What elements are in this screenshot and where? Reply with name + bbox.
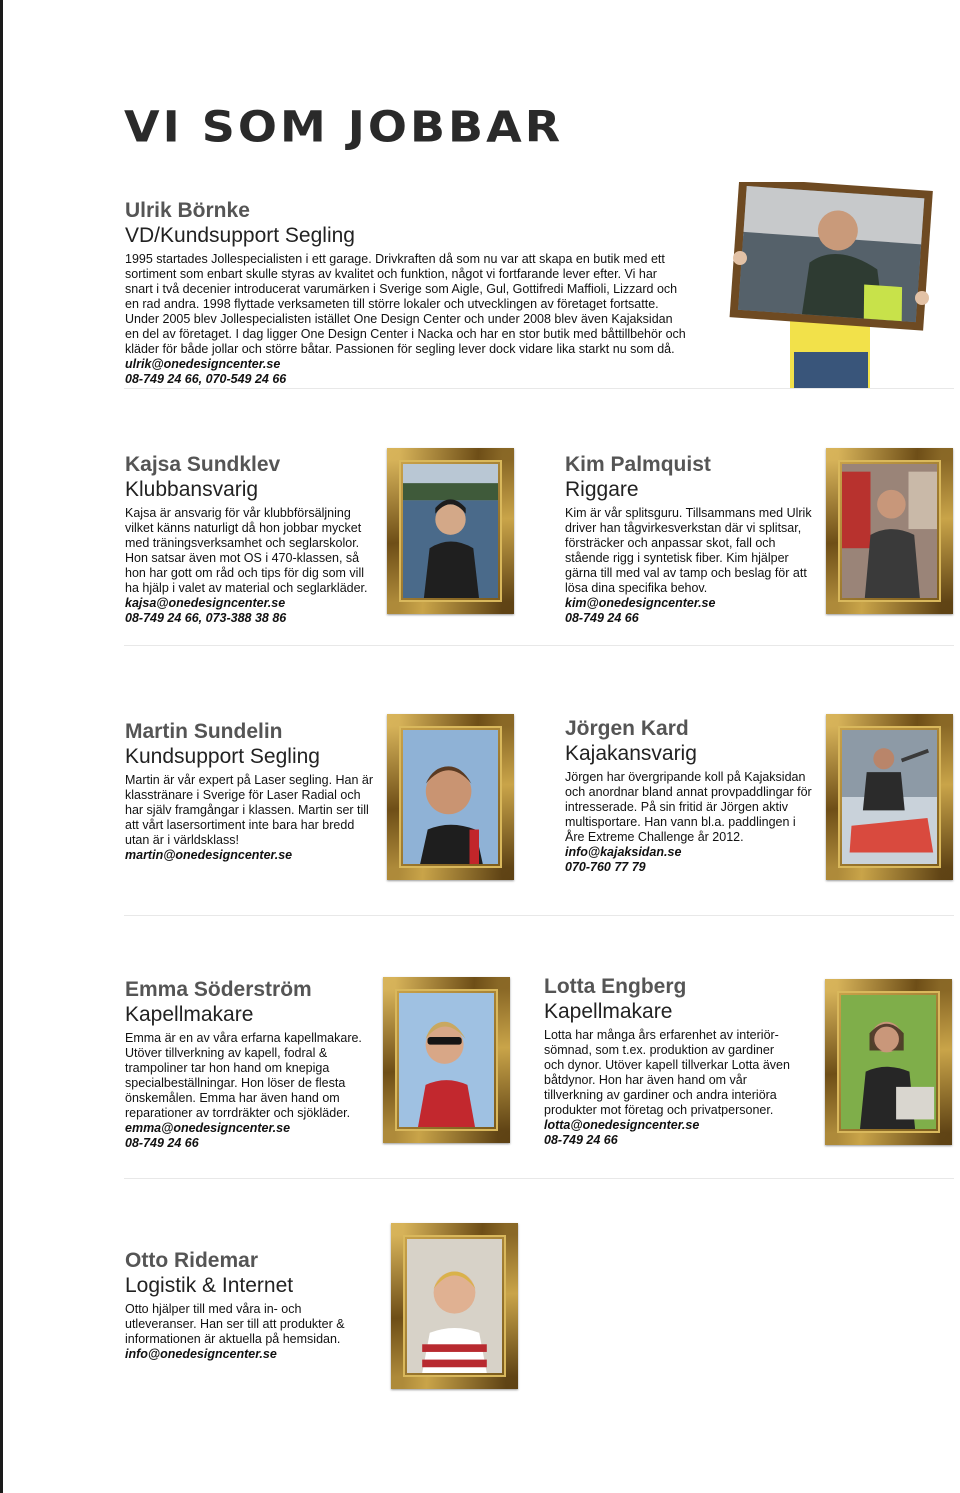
person-name: Ulrik Börnke [125, 199, 250, 222]
bio-line: utan är i världsklass! [125, 833, 239, 847]
email-link[interactable]: lotta@onedesigncenter.se [544, 1118, 700, 1132]
photo-kajsa [387, 448, 514, 614]
person-kajsa [125, 452, 385, 626]
bio-line: klasstränare i Sverige för Laser Radial och [125, 788, 361, 802]
bio-line: att vårt lasersortiment inte bara har bredd [125, 818, 355, 832]
phone-number: 070-760 77 79 [565, 860, 646, 874]
section-divider [124, 645, 954, 646]
bio-line: specialbeställningar. Hon löser de flesta [125, 1076, 346, 1090]
phone-number: 08-749 24 66 [544, 1133, 618, 1147]
bio-line: försträcker och anpassar skot, fall och [565, 536, 776, 550]
email-link[interactable]: info@kajaksidan.se [565, 845, 682, 859]
bio-line: Lotta har många års erfarenhet av interiör- [544, 1028, 779, 1042]
person-role: Kapellmakare [125, 1003, 254, 1026]
bio-line: intresserade. På sin fritid är Jörgen aktiv [565, 800, 789, 814]
bio-line: sömnad, som t.ex. produktion av gardiner [544, 1043, 774, 1057]
portrait-photo [399, 993, 494, 1127]
email-link[interactable]: kajsa@onedesigncenter.se [125, 596, 286, 610]
email-link[interactable]: ulrik@onedesigncenter.se [125, 357, 281, 371]
bio-line: produkter mot företag och privatpersoner. [544, 1103, 774, 1117]
person-role: VD/Kundsupport Segling [125, 224, 355, 247]
bio-line: ha hjälp i valet av material och seglarkläder. [125, 581, 368, 595]
bio-line: Emma är en av våra erfarna kapellmakare. [125, 1031, 362, 1045]
bio-line: en del av företaget. I dag ligger One Design Center i Nacka och har en stor butik med båttillbehör och [125, 327, 686, 341]
bio-line: lösa dina specifika behov. [565, 581, 708, 595]
bio-line: vilket känns naturligt då hon jobbar mycket [125, 521, 362, 535]
bio-line: informationen är aktuella på hemsidan. [125, 1332, 341, 1346]
photo-martin [387, 714, 514, 880]
bio-line: och anordnar bland annat provpaddlingar för [565, 785, 812, 799]
bio-line: kläder för både jollar och större båtar. Passionen för segling lever dock vidare lika starkt nu som då. [125, 342, 675, 356]
portrait-photo [403, 464, 498, 598]
bio-line: Hon satsar även mot OS i 470-klassen, så [125, 551, 360, 565]
person-name: Kajsa Sundklev [125, 453, 281, 476]
photo-otto [391, 1223, 518, 1389]
photo-lotta [825, 979, 952, 1145]
bio-line: hon har gott om råd och tips för dig som vill [125, 566, 365, 580]
email-link[interactable]: kim@onedesigncenter.se [565, 596, 716, 610]
person-jorgen [565, 716, 825, 875]
bio-line: Martin är vår expert på Laser segling. Han är [125, 773, 374, 787]
person-role: Kajakansvarig [565, 742, 697, 765]
person-role: Kundsupport Segling [125, 745, 320, 768]
bio-line: gärna till med val av tamp och beslag för att [565, 566, 807, 580]
bio-line: reparationer av torrdräkter och sjökläder. [125, 1106, 351, 1120]
photo-kim [826, 448, 953, 614]
section-divider [124, 1178, 954, 1179]
bio-line: stående rigg i syntetisk fiber. Kim hjälper [565, 551, 789, 565]
person-emma [125, 977, 385, 1151]
section-divider [124, 915, 954, 916]
portrait-photo [842, 464, 937, 598]
photo-jorgen [826, 714, 953, 880]
bio-line: en rad andra. 1998 flyttade verksameten till större lokaler och utvecklingen av företaget fortsatte. [125, 297, 659, 311]
phone-number: 08-749 24 66, 073-388 38 86 [125, 611, 287, 625]
section-divider [124, 388, 954, 389]
bio-line: med träningsverksamhet och seglarskolor. [125, 536, 360, 550]
bio-line: Åre Extreme Challenge år 2012. [565, 830, 744, 844]
bio-line: Otto hjälper till med våra in- och [125, 1302, 302, 1316]
person-role: Klubbansvarig [125, 478, 259, 501]
bio-line: snart i två decenier introducerat varumärken i Sverige som Aigle, Gul, Gottifredi Maffioli, Lizzard och [125, 282, 678, 296]
bio-line: trampoliner tar hon hand om knepiga [125, 1061, 330, 1075]
person-name: Emma Söderström [125, 978, 312, 1001]
left-edge-rule [0, 0, 3, 1493]
person-kim [565, 452, 825, 626]
person-lotta [544, 974, 814, 1148]
photo-ulrik [728, 182, 933, 388]
person-name: Martin Sundelin [125, 720, 283, 743]
bio-line: har själv framgångar i klassen. Martin ser till [125, 803, 369, 817]
bio-line: Under 2005 blev Jollespecialisten istället One Design Center och under 2008 blev även Kajaksidan [125, 312, 673, 326]
portrait-photo [403, 730, 498, 864]
bio-line: Kim är vår splitsguru. Tillsammans med Ulrik [565, 506, 812, 520]
portrait-photo [841, 995, 936, 1129]
portrait-photo [728, 182, 933, 388]
bio-line: Utöver tillverkning av kapell, fodral & [125, 1046, 328, 1060]
person-martin [125, 719, 385, 863]
phone-number: 08-749 24 66 [565, 611, 639, 625]
phone-number: 08-749 24 66, 070-549 24 66 [125, 372, 287, 386]
person-otto [125, 1248, 385, 1362]
person-name: Lotta Engberg [544, 975, 687, 998]
bio-line: 1995 startades Jollespecialisten i ett garage. Drivkraften då som nu var att skapa en butik med ett [125, 252, 665, 266]
person-name: Otto Ridemar [125, 1249, 259, 1272]
person-role: Kapellmakare [544, 1000, 673, 1023]
bio-line: önskemålen. Emma har även hand om [125, 1091, 340, 1105]
photo-emma [383, 977, 510, 1143]
person-name: Kim Palmquist [565, 453, 711, 476]
portrait-photo [407, 1239, 502, 1373]
email-link[interactable]: info@onedesigncenter.se [125, 1347, 277, 1361]
person-ulrik [125, 198, 715, 387]
bio-line: tillverkning av gardiner och andra interiöra [544, 1088, 777, 1102]
person-role: Logistik & Internet [125, 1274, 294, 1297]
email-link[interactable]: martin@onedesigncenter.se [125, 848, 293, 862]
bio-line: Kajsa är ansvarig för vår klubbförsäljning [125, 506, 351, 520]
person-role: Riggare [565, 478, 639, 501]
bio-line: och dynor. Utöver kapell tillverkar Lotta även [544, 1058, 790, 1072]
person-name: Jörgen Kard [565, 717, 689, 740]
bio-line: driver han tågvirkesverkstan där vi splitsar, [565, 521, 802, 535]
bio-line: utleveranser. Han ser till att produkter & [125, 1317, 345, 1331]
bio-line: Jörgen har övergripande koll på Kajaksidan [565, 770, 806, 784]
bio-line: sortiment som enbart skulle styras av kvalitet och funktion, något vi fortfarande lever efter. Vi har [125, 267, 657, 281]
phone-number: 08-749 24 66 [125, 1136, 199, 1150]
page-title: VI SOM JOBBAR [124, 102, 564, 152]
portrait-photo [842, 730, 937, 864]
email-link[interactable]: emma@onedesigncenter.se [125, 1121, 291, 1135]
bio-line: båtdynor. Hon har även hand om vår [544, 1073, 747, 1087]
bio-line: multisportare. Han vann bl.a. paddlingen i [565, 815, 796, 829]
